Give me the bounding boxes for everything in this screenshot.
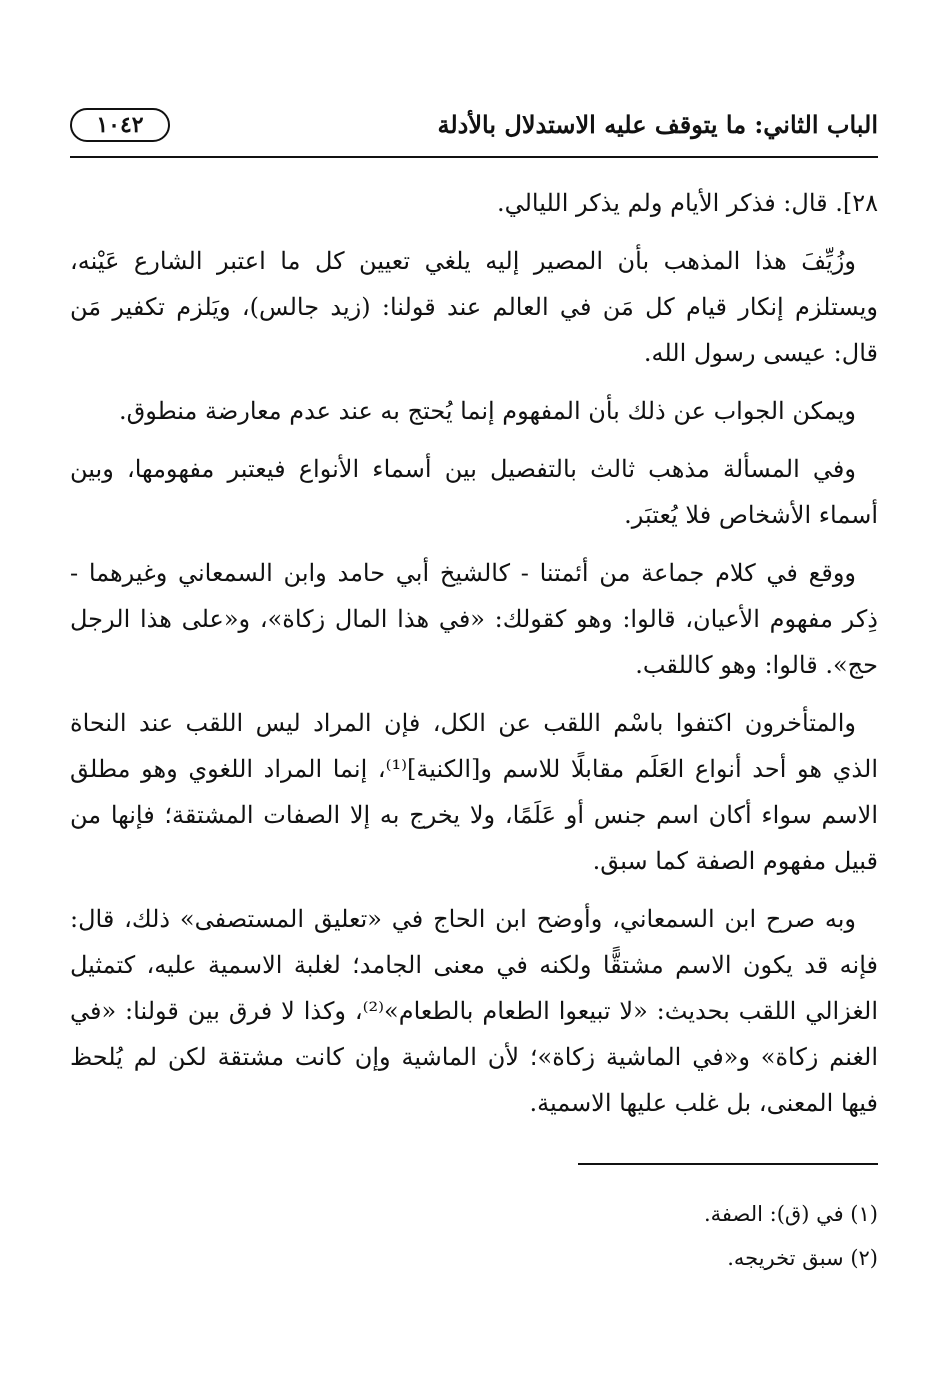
paragraph: والمتأخرون اكتفوا باسْم اللقب عن الكل، فإن المراد ليس اللقب عند النحاة الذي هو أحد أنواع العَلَم مقابلًا للاسم و[الكنية]⁽¹⁾، إنما المراد اللغوي وهو مطلق الاسم سواء أكان اسم جنس أو عَلَمًا، ولا يخرج به إلا الصفات المشتقة؛ فإنها من قبيل مفهوم الصفة كما سبق. (70, 709, 878, 875)
footnotes (70, 1192, 878, 1280)
footnote: (١) في (ق): الصفة. (703, 1202, 878, 1226)
running-title: الباب الثاني: ما يتوقف عليه الاستدلال بالأدلة (437, 110, 878, 139)
paragraph: ووقع في كلام جماعة من أئمتنا - كالشيخ أبي حامد وابن السمعاني وغيرهما - ذِكر مفهوم الأعيان، قالوا: وهو كقولك: «في هذا المال زكاة»، و«على هذا الرجل حج». قالوا: وهو كاللقب. (70, 559, 878, 679)
paragraph: وزُيِّفَ هذا المذهب بأن المصير إليه يلغي تعيين كل ما اعتبر الشارع عَيْنه، ويستلزم إنكار قيام كل مَن في العالم عند قولنا: (زيد جالس)، ويَلزم تكفير مَن قال: عيسى رسول الله. (70, 247, 878, 367)
paragraph: ويمكن الجواب عن ذلك بأن المفهوم إنما يُحتج به عند عدم معارضة منطوق. (118, 397, 856, 425)
paragraph: وفي المسألة مذهب ثالث بالتفصيل بين أسماء الأنواع فيعتبر مفهومها، وبين أسماء الأشخاص فلا يُعتبَر. (70, 455, 878, 529)
page-number-badge (70, 108, 170, 142)
header-divider (70, 156, 878, 158)
main-text (70, 180, 878, 1138)
page-header (70, 100, 878, 150)
footnote-divider (578, 1163, 878, 1165)
paragraph: وبه صرح ابن السمعاني، وأوضح ابن الحاج في «تعليق المستصفى» ذلك، قال: فإنه قد يكون الاسم مشتقًّا ولكنه في معنى الجامد؛ لغلبة الاسمية عليه، كتمثيل الغزالي اللقب بحديث: «لا تبيعوا الطعام بالطعام»⁽²⁾، وكذا لا فرق بين قولنا: «في الغنم زكاة» و«في الماشية زكاة»؛ لأن الماشية وإن كانت مشتقة لكن لم يُلحظ فيها المعنى، بل غلب عليها الاسمية. (70, 905, 878, 1117)
footnote: (٢) سبق تخريجه. (727, 1246, 878, 1270)
page-number: ١٠٤٢ (96, 112, 144, 138)
paragraph: ٢٨]. قال: فذكر الأيام ولم يذكر الليالي. (496, 189, 878, 217)
